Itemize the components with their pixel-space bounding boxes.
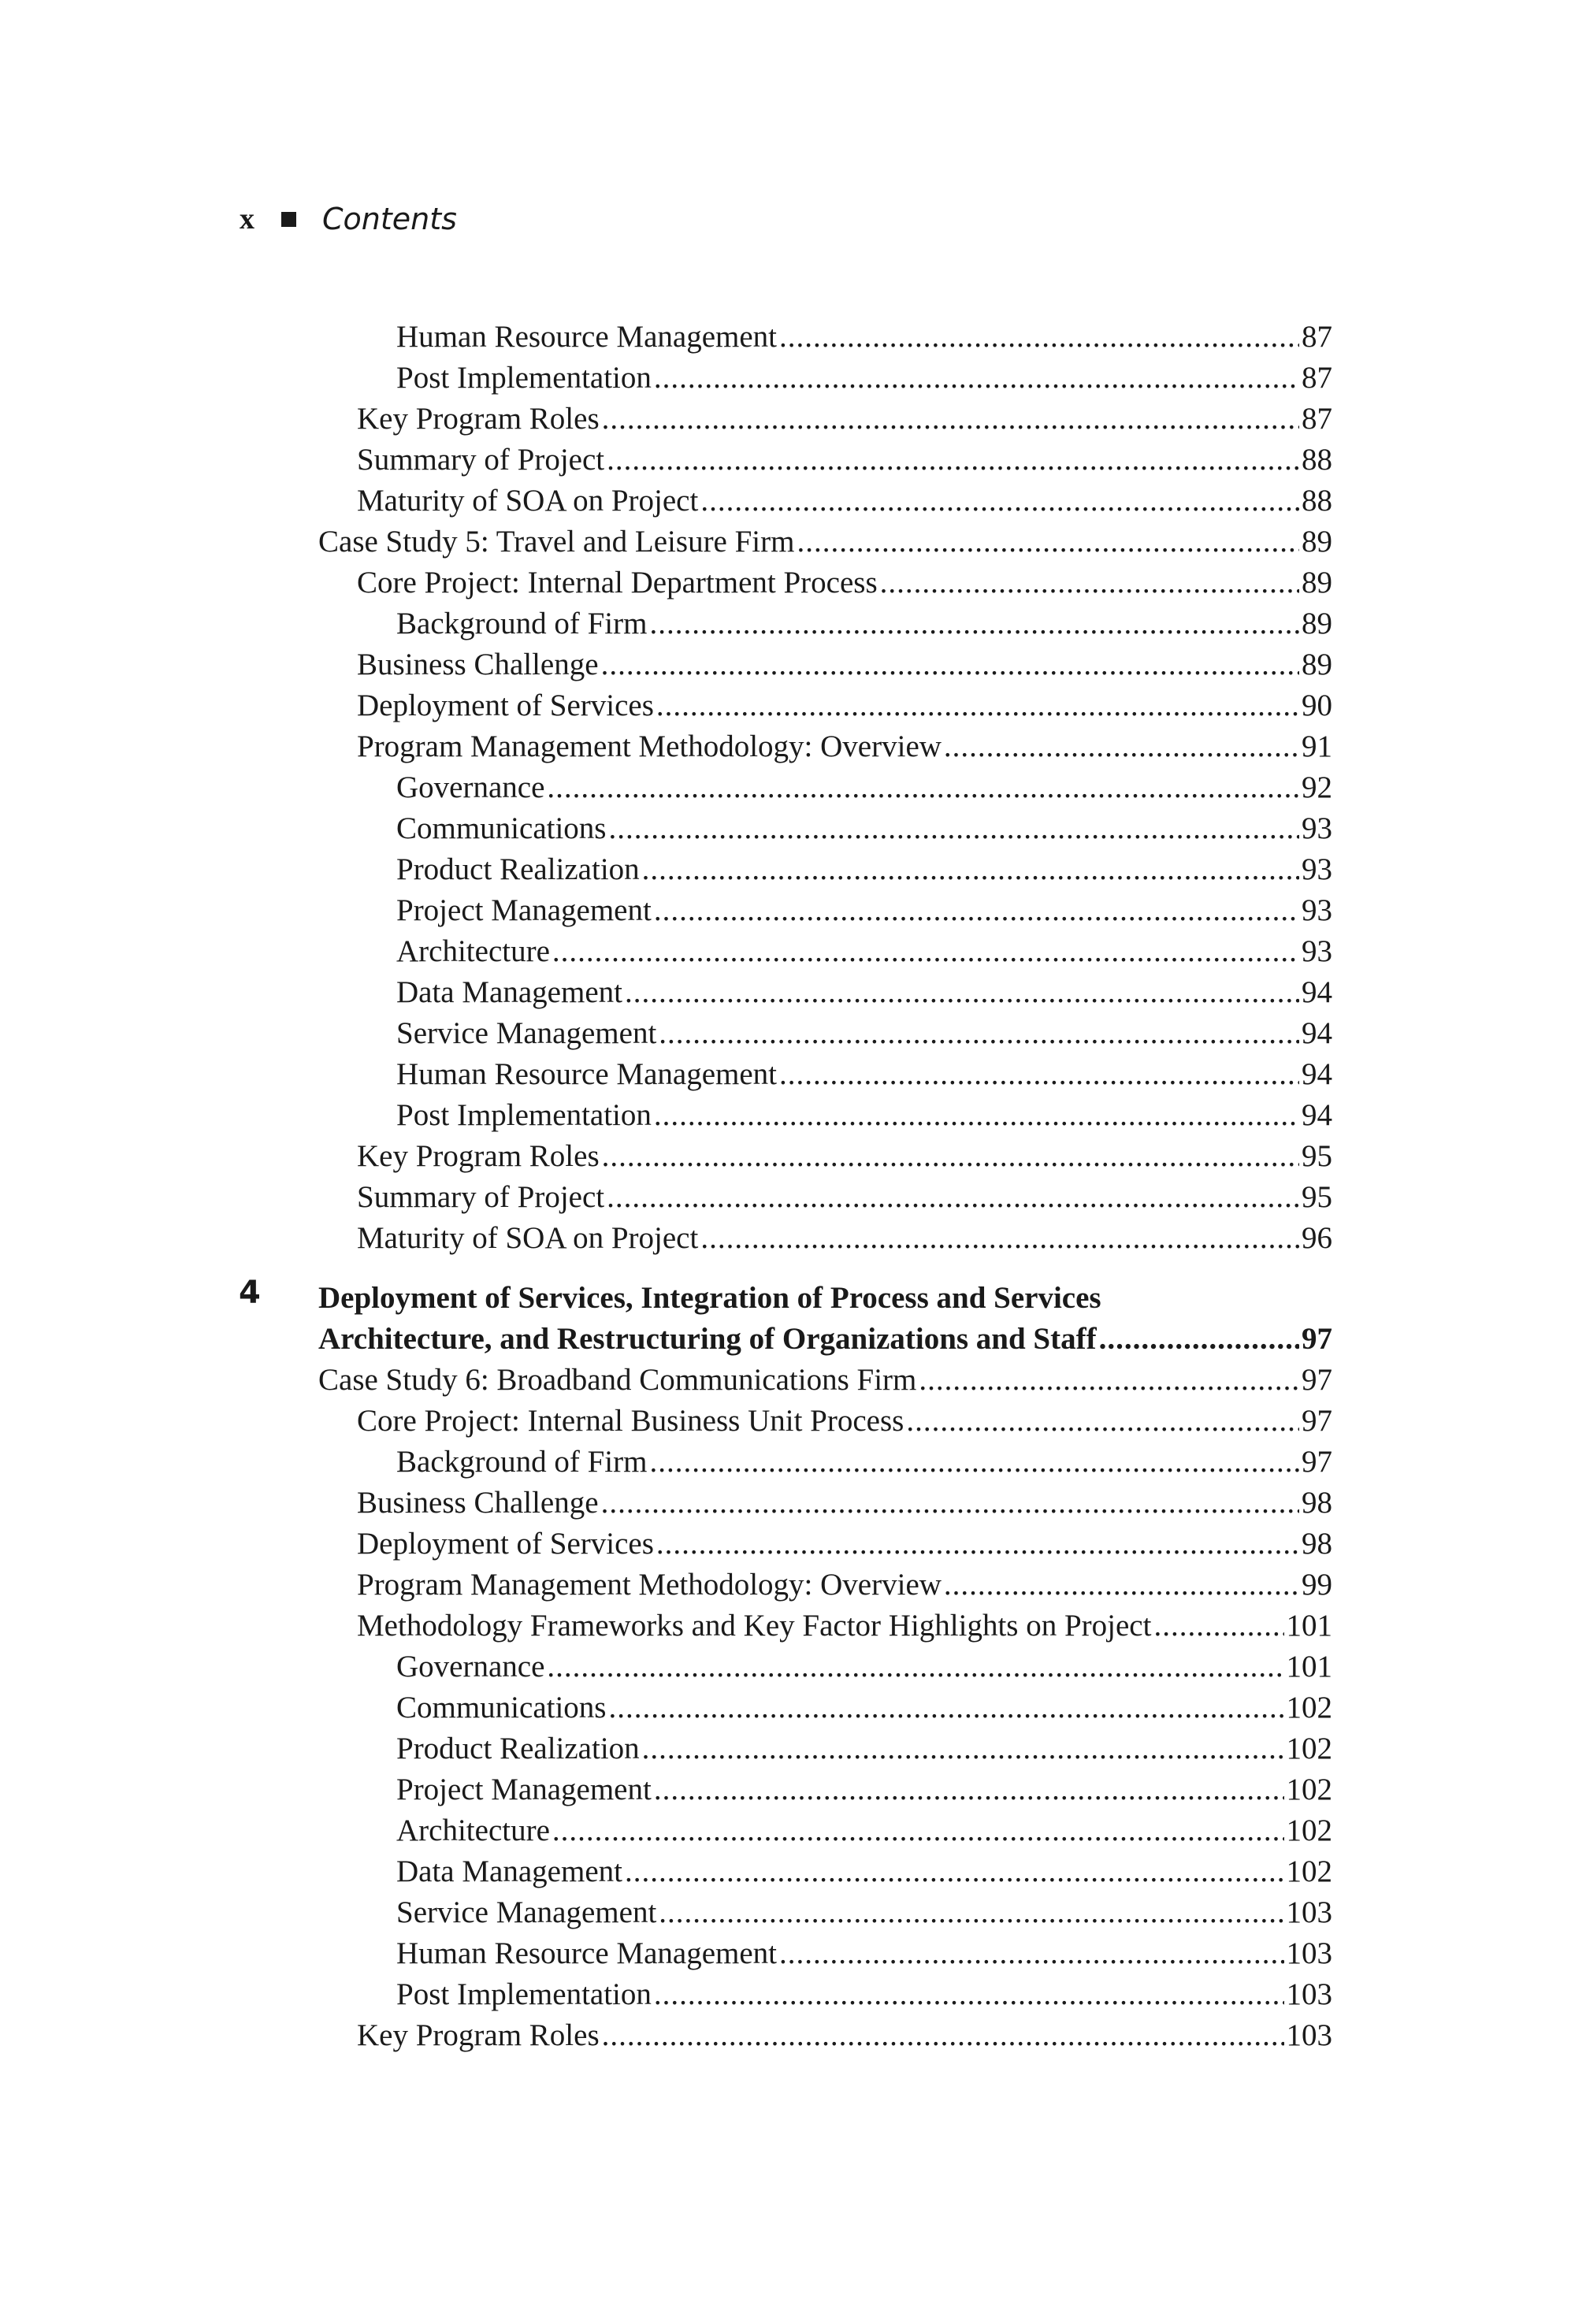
toc-entry-page: 93 — [1302, 934, 1332, 968]
toc-entry[interactable] — [396, 767, 1332, 808]
dot-leader — [779, 1933, 1283, 1974]
dot-leader — [607, 440, 1299, 481]
toc-entry-label: Maturity of SOA on Project — [357, 484, 699, 518]
toc-entry-label: Architecture — [396, 934, 550, 968]
dot-leader — [609, 1687, 1284, 1728]
toc-entry-label: Human Resource Management — [396, 1057, 778, 1091]
toc-entry-label: Product Realization — [396, 1732, 640, 1765]
dot-leader — [659, 1013, 1299, 1054]
chapter-title-entry[interactable] — [318, 1319, 1332, 1360]
dot-leader — [906, 1401, 1299, 1442]
toc-entry[interactable] — [357, 1218, 1332, 1259]
toc-entry-page: 97 — [1302, 1363, 1332, 1397]
toc-entry-page: 87 — [1302, 361, 1332, 395]
toc-entry[interactable] — [396, 972, 1332, 1013]
toc-entry-page: 101 — [1286, 1650, 1332, 1684]
toc-entry[interactable] — [396, 1851, 1332, 1892]
toc-entry-label: Business Challenge — [357, 1486, 599, 1520]
dot-leader — [625, 972, 1299, 1013]
chapter-title-line1: Deployment of Services, Integration of Process and Services — [318, 1281, 1101, 1315]
toc-entry-label: Core Project: Internal Department Process — [357, 566, 878, 600]
toc-entry-page: 96 — [1302, 1221, 1332, 1255]
toc-entry-page: 101 — [1286, 1609, 1332, 1643]
toc-entry-label: Program Management Methodology: Overview — [357, 1568, 942, 1602]
toc-entry[interactable] — [357, 1401, 1332, 1442]
toc-entry-page: 89 — [1302, 607, 1332, 640]
toc-entry-label: Background of Firm — [396, 1445, 648, 1479]
dot-leader — [944, 1565, 1299, 1606]
toc-entry-label: Case Study 6: Broadband Communications Firm — [318, 1363, 917, 1397]
chapter-number: 4 — [239, 1275, 261, 1311]
toc-entry[interactable] — [357, 1565, 1332, 1606]
toc-entry-label: Deployment of Services — [357, 689, 654, 722]
toc-entry-label: Product Realization — [396, 852, 640, 886]
chapter-page: 97 — [1302, 1322, 1332, 1356]
toc-entry[interactable] — [396, 317, 1332, 358]
dot-leader — [654, 1974, 1284, 2015]
toc-entry[interactable] — [357, 1483, 1332, 1524]
dot-leader — [625, 1851, 1284, 1892]
dot-leader — [607, 1177, 1299, 1218]
toc-entry-page: 102 — [1286, 1773, 1332, 1806]
dot-leader — [654, 1769, 1284, 1810]
dot-leader — [642, 1728, 1284, 1769]
toc-entry[interactable] — [357, 481, 1332, 522]
toc-entry[interactable] — [396, 1687, 1332, 1728]
toc-entry[interactable] — [396, 1728, 1332, 1769]
toc-entry[interactable] — [357, 1606, 1332, 1646]
toc-entry-page: 95 — [1302, 1139, 1332, 1173]
dot-leader — [602, 1136, 1299, 1177]
toc-entry-page: 103 — [1286, 1895, 1332, 1929]
toc-entry-page: 88 — [1302, 484, 1332, 518]
toc-entry-label: Project Management — [396, 1773, 652, 1806]
toc-entry[interactable] — [396, 1442, 1332, 1483]
toc-entry-page: 94 — [1302, 1098, 1332, 1132]
toc-entry[interactable] — [357, 1177, 1332, 1218]
dot-leader — [700, 1218, 1299, 1259]
running-header — [240, 195, 457, 243]
toc-entry[interactable] — [357, 1524, 1332, 1565]
toc-entry[interactable] — [357, 440, 1332, 481]
toc-entry-page: 90 — [1302, 689, 1332, 722]
toc-entry-page: 103 — [1286, 1977, 1332, 2011]
dot-leader — [649, 603, 1299, 644]
toc-entry-label: Architecture — [396, 1814, 550, 1847]
toc-entry-label: Post Implementation — [396, 1977, 652, 2011]
toc-entry-page: 99 — [1302, 1568, 1332, 1602]
toc-entry[interactable] — [396, 1892, 1332, 1933]
toc-entry-page: 87 — [1302, 320, 1332, 354]
toc-entry-label: Deployment of Services — [357, 1527, 654, 1561]
toc-entry-page: 102 — [1286, 1732, 1332, 1765]
toc-entry-page: 87 — [1302, 402, 1332, 436]
toc-entry-label: Business Challenge — [357, 648, 599, 681]
toc-entry-page: 98 — [1302, 1527, 1332, 1561]
toc-entry-label: Governance — [396, 770, 545, 804]
dot-leader — [919, 1360, 1299, 1401]
toc-entry-page: 88 — [1302, 443, 1332, 477]
toc-entry-label: Case Study 5: Travel and Leisure Firm — [318, 525, 795, 559]
toc-entry[interactable] — [396, 603, 1332, 644]
dot-leader — [654, 1095, 1299, 1136]
toc-entry-label: Human Resource Management — [396, 1936, 778, 1970]
toc-entry[interactable] — [357, 685, 1332, 726]
toc-entry-label: Key Program Roles — [357, 402, 600, 436]
toc-entry[interactable] — [396, 849, 1332, 890]
toc-entry-page: 94 — [1302, 1016, 1332, 1050]
toc-entry[interactable] — [357, 562, 1332, 603]
dot-leader — [547, 1646, 1283, 1687]
toc-entry-label: Post Implementation — [396, 1098, 652, 1132]
toc-entry[interactable] — [396, 1013, 1332, 1054]
toc-entry-label: Background of Firm — [396, 607, 648, 640]
toc-entry-label: Maturity of SOA on Project — [357, 1221, 699, 1255]
toc-entry-label: Project Management — [396, 893, 652, 927]
toc-entry-page: 94 — [1302, 975, 1332, 1009]
dot-leader — [602, 2015, 1284, 2056]
toc-entry[interactable] — [396, 1933, 1332, 1974]
dot-leader — [659, 1892, 1283, 1933]
toc-entry-page: 103 — [1286, 2018, 1332, 2052]
dot-leader — [1153, 1606, 1283, 1646]
toc-entry-label: Summary of Project — [357, 443, 605, 477]
dot-leader — [656, 685, 1299, 726]
toc-entry[interactable] — [396, 1769, 1332, 1810]
toc-entry[interactable] — [357, 2015, 1332, 2056]
toc-entry-page: 103 — [1286, 1936, 1332, 1970]
dot-leader — [601, 644, 1299, 685]
toc-entry-label: Summary of Project — [357, 1180, 605, 1214]
toc-entry-page: 97 — [1302, 1404, 1332, 1438]
toc-entry-page: 91 — [1302, 729, 1332, 763]
toc-entry-label: Program Management Methodology: Overview — [357, 729, 942, 763]
toc-entry-label: Key Program Roles — [357, 2018, 600, 2052]
dot-leader — [880, 562, 1299, 603]
toc-entry[interactable] — [396, 931, 1332, 972]
dot-leader — [797, 522, 1299, 562]
toc-entry-label: Human Resource Management — [396, 320, 778, 354]
dot-leader — [654, 890, 1299, 931]
dot-leader — [601, 1483, 1299, 1524]
dot-leader — [649, 1442, 1299, 1483]
toc-entry-page: 97 — [1302, 1445, 1332, 1479]
toc-entry-page: 102 — [1286, 1854, 1332, 1888]
toc-entry-page: 102 — [1286, 1691, 1332, 1724]
toc-entry[interactable] — [357, 726, 1332, 767]
toc-entry[interactable] — [318, 1360, 1332, 1401]
toc-entry[interactable] — [396, 890, 1332, 931]
toc-entry-label: Data Management — [396, 1854, 622, 1888]
toc-entry[interactable] — [357, 644, 1332, 685]
dot-leader — [552, 931, 1299, 972]
dot-leader — [654, 358, 1299, 399]
toc-entry-label: Methodology Frameworks and Key Factor Highlights on Project — [357, 1609, 1152, 1643]
toc-entry[interactable] — [396, 1646, 1332, 1687]
toc-entry-label: Service Management — [396, 1016, 657, 1050]
toc-entry-page: 98 — [1302, 1486, 1332, 1520]
toc-entry[interactable] — [396, 358, 1332, 399]
dot-leader — [602, 399, 1299, 440]
toc-entry[interactable] — [396, 1054, 1332, 1095]
toc-entry-page: 93 — [1302, 893, 1332, 927]
toc-entry-page: 89 — [1302, 648, 1332, 681]
running-title: Contents — [322, 202, 457, 236]
dot-leader — [944, 726, 1299, 767]
toc-entry-label: Key Program Roles — [357, 1139, 600, 1173]
black-square-icon — [281, 212, 296, 227]
toc-entry-page: 94 — [1302, 1057, 1332, 1091]
toc-entry-label: Service Management — [396, 1895, 657, 1929]
dot-leader — [547, 767, 1299, 808]
dot-leader — [700, 481, 1299, 522]
dot-leader — [552, 1810, 1284, 1851]
toc-entry-page: 102 — [1286, 1814, 1332, 1847]
toc-entry-label: Governance — [396, 1650, 545, 1684]
toc-entry-label: Communications — [396, 1691, 607, 1724]
toc-entry[interactable] — [396, 1974, 1332, 2015]
toc-entry-page: 95 — [1302, 1180, 1332, 1214]
toc-entry[interactable] — [396, 808, 1332, 849]
page-numeral: x — [240, 202, 254, 236]
toc-entry[interactable] — [396, 1095, 1332, 1136]
dot-leader — [1099, 1319, 1299, 1360]
dot-leader — [779, 317, 1299, 358]
toc-entry-page: 93 — [1302, 811, 1332, 845]
dot-leader — [656, 1524, 1299, 1565]
toc-entry[interactable] — [357, 1136, 1332, 1177]
toc-entry-label: Communications — [396, 811, 607, 845]
chapter-title-line2: Architecture, and Restructuring of Organizations and Staff — [318, 1322, 1097, 1356]
dot-leader — [779, 1054, 1299, 1095]
dot-leader — [609, 808, 1300, 849]
toc-entry[interactable] — [396, 1810, 1332, 1851]
toc-entry-page: 89 — [1302, 566, 1332, 600]
toc-entry-page: 93 — [1302, 852, 1332, 886]
dot-leader — [642, 849, 1299, 890]
toc-entry-page: 89 — [1302, 525, 1332, 559]
toc-entry[interactable] — [357, 399, 1332, 440]
toc-entry[interactable] — [318, 522, 1332, 562]
toc-entry-label: Post Implementation — [396, 361, 652, 395]
toc-entry-label: Core Project: Internal Business Unit Process — [357, 1404, 904, 1438]
toc-entry-label: Data Management — [396, 975, 622, 1009]
toc-entry-page: 92 — [1302, 770, 1332, 804]
